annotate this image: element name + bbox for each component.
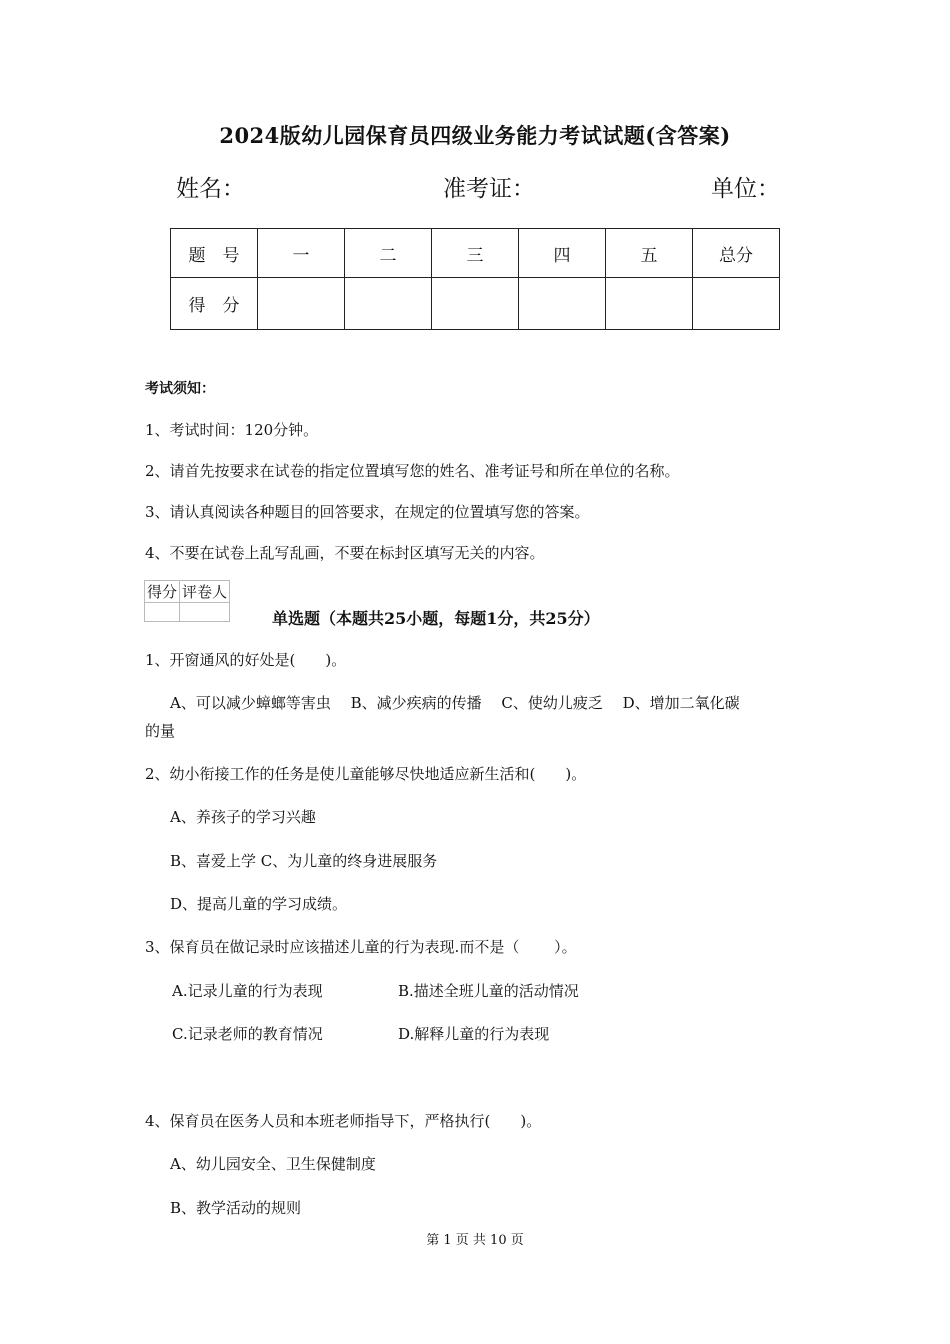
- question-options: A、可以减少蟑螂等害虫 B、减少疾病的传播 C、使幼儿疲乏 D、增加二氧化碳: [170, 694, 740, 712]
- score-table: [170, 228, 780, 330]
- unit-label: 单位：: [711, 176, 780, 202]
- option-a: A.记录儿童的行为表现: [172, 982, 323, 1000]
- option-c: C.记录老师的教育情况: [172, 1025, 323, 1043]
- score-cell[interactable]: [606, 278, 693, 330]
- header-cell: 一: [258, 229, 345, 278]
- header-cell: 总分: [693, 229, 780, 278]
- score-label-cell: 得 分: [171, 278, 258, 330]
- score-table-header-row: [171, 229, 780, 278]
- option-a: A、幼儿园安全、卫生保健制度: [170, 1155, 376, 1173]
- option-b: B.描述全班儿童的活动情况: [398, 982, 579, 1000]
- option-bc: B、喜爱上学 C、为儿童的终身进展服务: [170, 852, 438, 870]
- question-stem: 4、保育员在医务人员和本班老师指导下，严格执行( )。: [145, 1112, 542, 1130]
- option-d: D、提高儿童的学习成绩。: [170, 895, 348, 913]
- page-footer: 第 1 页 共 10 页: [426, 1233, 524, 1248]
- notice-item: 3、请认真阅读各种题目的回答要求，在规定的位置填写您的答案。: [145, 503, 590, 521]
- score-table-score-row: [171, 278, 780, 330]
- notice-heading: 考试须知：: [145, 381, 215, 397]
- option-a: A、养孩子的学习兴趣: [170, 808, 316, 826]
- header-cell: 五: [606, 229, 693, 278]
- notice-item: 4、不要在试卷上乱写乱画，不要在标封区填写无关的内容。: [145, 544, 545, 562]
- notice-item: 1、考试时间：120分钟。: [145, 421, 319, 439]
- grader-score-cell[interactable]: [145, 603, 180, 622]
- grader-score-label: 得分: [145, 581, 180, 603]
- question-stem: 2、幼小衔接工作的任务是使儿童能够尽快地适应新生活和( )。: [145, 765, 587, 783]
- header-cell: 题 号: [171, 229, 258, 278]
- header-cell: 四: [519, 229, 606, 278]
- grader-table: [144, 580, 230, 622]
- name-label: 姓名：: [176, 176, 245, 202]
- notice-item: 2、请首先按要求在试卷的指定位置填写您的姓名、准考证号和所在单位的名称。: [145, 462, 680, 480]
- document-title: 2024版幼儿园保育员四级业务能力考试试题(含答案): [219, 123, 731, 148]
- header-cell: 三: [432, 229, 519, 278]
- score-cell[interactable]: [432, 278, 519, 330]
- option-d: D.解释儿童的行为表现: [398, 1025, 550, 1043]
- question-options: 的量: [145, 722, 176, 740]
- score-cell[interactable]: [345, 278, 432, 330]
- score-cell[interactable]: [519, 278, 606, 330]
- header-cell: 二: [345, 229, 432, 278]
- exam-id-label: 准考证：: [443, 176, 535, 202]
- score-cell[interactable]: [693, 278, 780, 330]
- grader-label: 评卷人: [180, 581, 230, 603]
- section-title: 单选题（本题共25小题，每题1分，共25分）: [272, 609, 600, 628]
- grader-name-cell[interactable]: [180, 603, 230, 622]
- option-b: B、教学活动的规则: [170, 1199, 302, 1217]
- score-cell[interactable]: [258, 278, 345, 330]
- question-stem: 1、开窗通风的好处是( )。: [145, 651, 347, 669]
- question-stem: 3、保育员在做记录时应该描述儿童的行为表现.而不是（ ）。: [145, 938, 577, 956]
